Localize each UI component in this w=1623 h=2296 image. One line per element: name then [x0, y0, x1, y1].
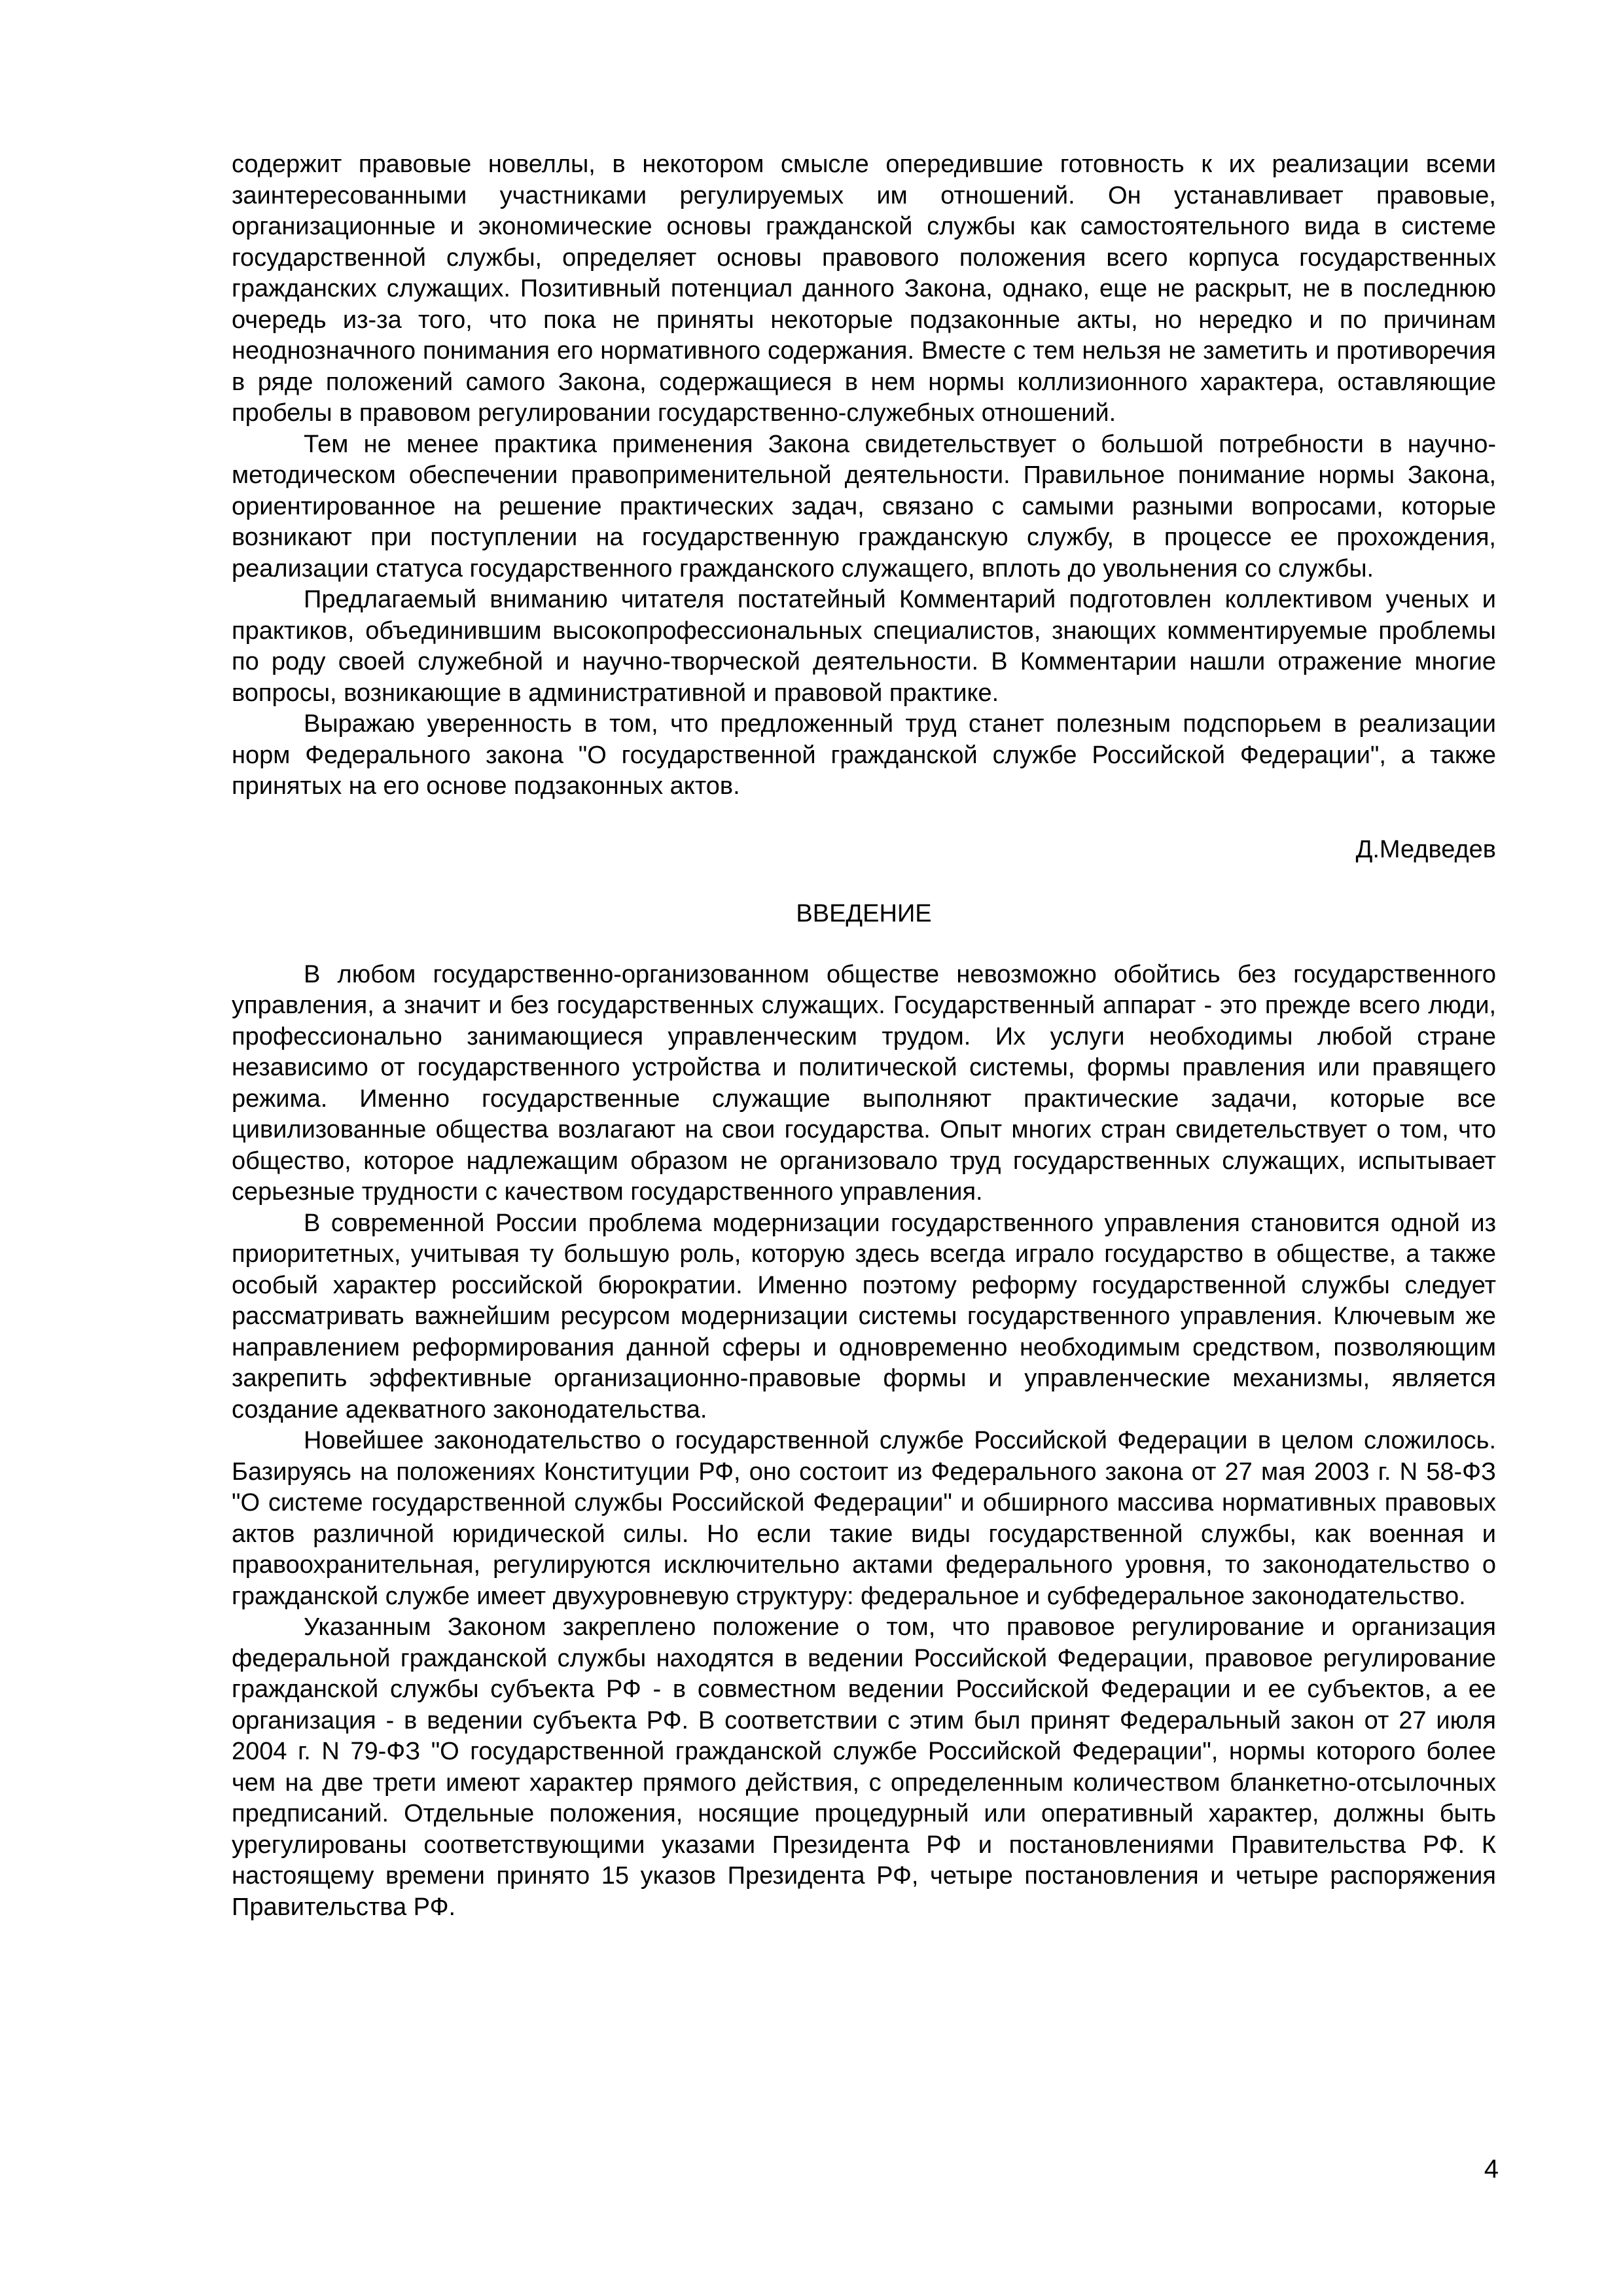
paragraph: Тем не менее практика применения Закона свидетельствует о большой потребности в научно-методическом обеспечении правоприменительной деятельности. Правильное понимание нормы Закона, ориентированное на решение практических задач, связано с самыми разными вопросами, которые возникают при поступлении на государственную гражданскую службу, в процессе ее прохождения, реализации статуса государственного гражданского служащего, вплоть до увольнения со службы.: [232, 430, 1496, 583]
paragraph: Предлагаемый вниманию читателя постатейный Комментарий подготовлен коллективом ученых и практиков, объединившим высокопрофессиональных специалистов, знающих комментируемые проблемы по роду своей служебной и научно-творческой деятельности. В Комментарии нашли отражение многие вопросы, возникающие в административной и правовой практике.: [232, 586, 1496, 707]
page-number: 4: [1484, 2155, 1499, 2183]
section-heading: ВВЕДЕНИЕ: [796, 899, 932, 927]
paragraph: Указанным Законом закреплено положение о том, что правовое регулирование и организация федеральной гражданской службы находятся в ведении Российской Федерации, правовое регулирование гражданской службы субъекта РФ - в совместном ведении Российской Федерации и ее субъектов, а ее организация - в ведении субъекта РФ. В соответствии с этим был принят Федеральный закон от 27 июля 2004 г. N 79-ФЗ "О государственной гражданской службе Российской Федерации", нормы которого более чем на две трети имеют характер прямого действия, с определенным количеством бланкетно-отсылочных предписаний. Отдельные положения, носящие процедурный или оперативный характер, должны быть урегулированы соответствующими указами Президента РФ и постановлениями Правительства РФ. К настоящему времени принято 15 указов Президента РФ, четыре постановления и четыре распоряжения Правительства РФ.: [232, 1613, 1496, 1921]
paragraph: Новейшее законодательство о государственной службе Российской Федерации в целом сложилось. Базируясь на положениях Конституции РФ, оно состоит из Федерального закона от 27 мая 2003 г. N 58-ФЗ "О системе государственной службы Российской Федерации" и обширного массива нормативных правовых актов различной юридической силы. Но если такие виды государственной службы, как военная и правоохранительная, регулируются исключительно актами федерального уровня, то законодательство о гражданской службе имеет двухуровневую структуру: федеральное и субфедеральное законодательство.: [232, 1427, 1496, 1610]
document-page: [232, 149, 1496, 1923]
paragraph: В любом государственно-организованном обществе невозможно обойтись без государственного управления, а значит и без государственных служащих. Государственный аппарат - это прежде всего люди, профессионально занимающиеся управленческим трудом. Их услуги необходимы любой стране независимо от государственного устройства и политической системы, формы правления или правящего режима. Именно государственные служащие выполняют практические задачи, которые все цивилизованные общества возлагают на свои государства. Опыт многих стран свидетельствует о том, что общество, которое надлежащим образом не организовало труд государственных служащих, испытывает серьезные трудности с качеством государственного управления.: [232, 960, 1496, 1206]
paragraph: В современной России проблема модернизации государственного управления становится одной из приоритетных, учитывая ту большую роль, которую здесь всегда играло государство в обществе, а также особый характер российской бюрократии. Именно поэтому реформу государственной службы следует рассматривать важнейшим ресурсом модернизации системы государственного управления. Ключевым же направлением реформирования данной сферы и одновременно необходимым средством, позволяющим закрепить эффективные организационно-правовые формы и управленческие механизмы, является создание адекватного законодательства.: [232, 1209, 1496, 1424]
signature: Д.Медведев: [1355, 835, 1496, 863]
paragraph-continuation: содержит правовые новеллы, в некотором смысле опередившие готовность к их реализации всеми заинтересованными участниками регулируемых им отношений. Он устанавливает правовые, организационные и экономические основы гражданской службы как самостоятельного вида в системе государственной службы, определяет основы правового положения всего корпуса государственных гражданских служащих. Позитивный потенциал данного Закона, однако, еще не раскрыт, не в последнюю очередь из-за того, что пока не приняты некоторые подзаконные акты, но нередко и по причинам неоднозначного понимания его нормативного содержания. Вместе с тем нельзя не заметить и противоречия в ряде положений самого Закона, содержащиеся в нем нормы коллизионного характера, оставляющие пробелы в правовом регулировании государственно-служебных отношений.: [232, 151, 1496, 427]
paragraph: Выражаю уверенность в том, что предложенный труд станет полезным подспорьем в реализации норм Федерального закона "О государственной гражданской службе Российской Федерации", а также принятых на его основе подзаконных актов.: [232, 710, 1496, 800]
